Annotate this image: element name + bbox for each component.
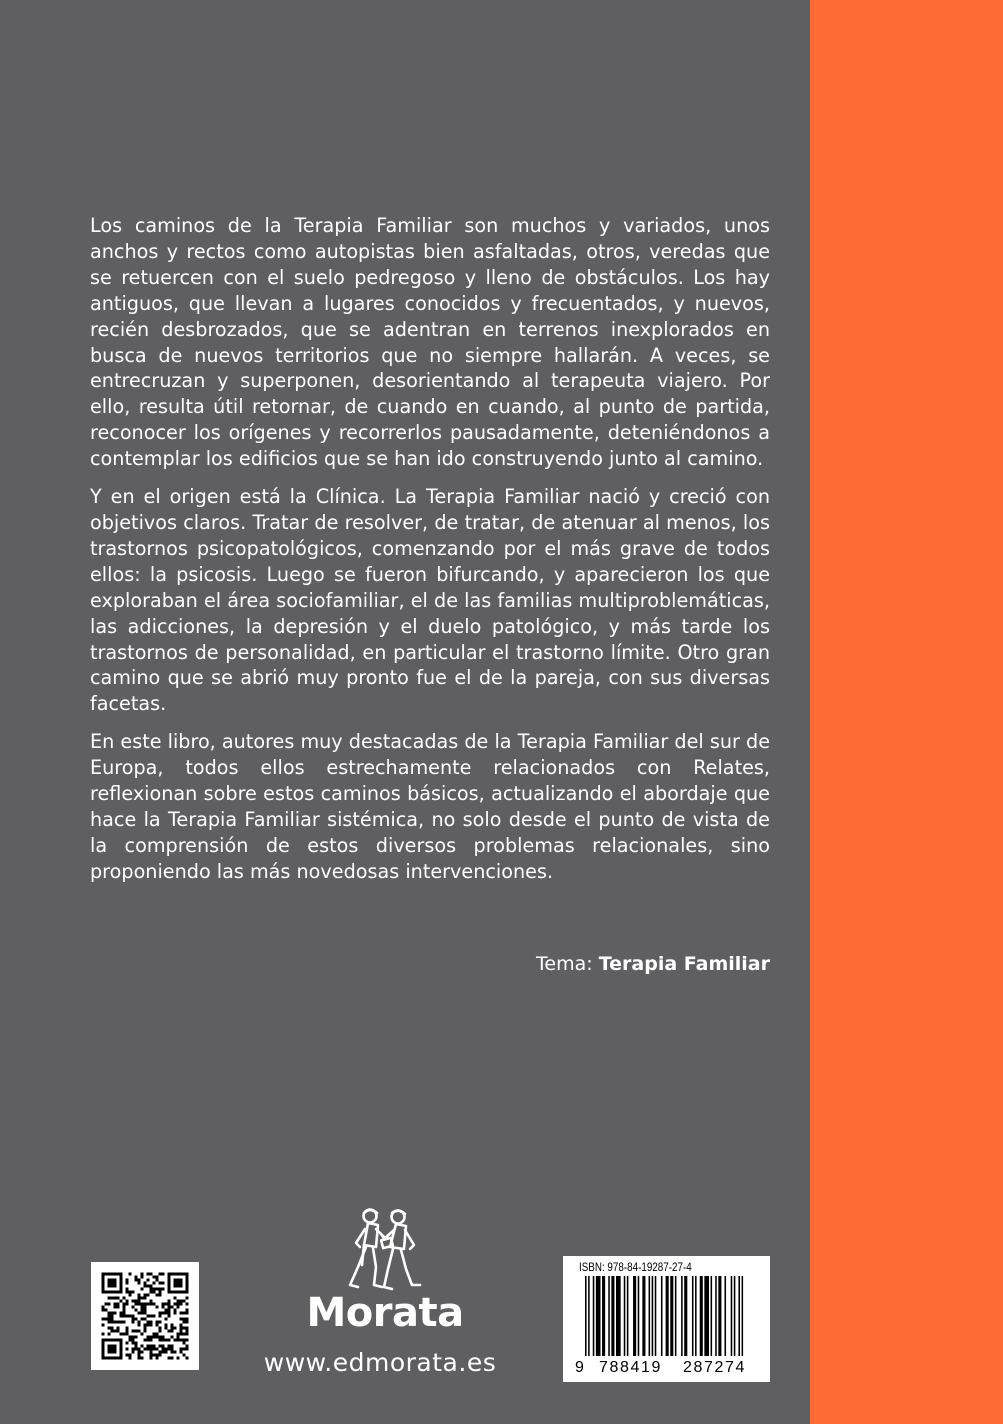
barcode-digits-right: 287274 — [683, 1359, 746, 1376]
isbn-label: ISBN: 978-84-19287-27-4 — [579, 1260, 692, 1274]
blurb-paragraph: Los caminos de la Terapia Familiar son muchos y variados, unos anchos y rectos como autopistas bien asfaltadas, otros, veredas que se retuercen con el suelo pedregoso y lleno de obstáculos. Los hay antiguos, que llevan a lugares conocidos y frecuentados, y nuevos, recién desbrozados, que se adentran en terrenos inexplorados en busca de nuevos territorios que no siempre hallarán. A veces, se entrecruzan y superponen, desorientando al terapeuta viajero. Por ello, resulta útil retornar, de cuando en cuando, al punto de partida, reconocer los orígenes y recorrerlos pausadamente, deteniéndonos a contemplar los edificios que se han ido construyendo junto al camino. — [90, 214, 770, 471]
subject-label: Tema: — [536, 953, 593, 975]
barcode-bars — [563, 1276, 770, 1362]
barcode-digits — [563, 1357, 770, 1379]
subject-line — [536, 951, 770, 977]
publisher-logo — [300, 1205, 470, 1345]
accent-color-band — [810, 0, 1003, 1424]
qr-code-icon — [91, 1262, 199, 1370]
publisher-logo-wordmark: Morata — [306, 1290, 464, 1336]
isbn-barcode — [563, 1256, 770, 1382]
barcode-digit-first: 9 — [575, 1359, 586, 1376]
blurb-paragraph: En este libro, autores muy destacadas de la Terapia Familiar del sur de Europa, todos ellos estrechamente relacionados con Relates, reflexionan sobre estos caminos básicos, actualizando el abordaje que hace la Terapia Familiar sistémica, no solo desde el punto de vista de la comprensión de estos diversos problemas relacionales, sino proponiendo las más novedosas intervenciones. — [90, 730, 770, 883]
blurb-paragraph: Y en el origen está la Clínica. La Terapia Familiar nació y creció con objetivos claros. Tratar de resolver, de tratar, de atenuar al menos, los trastornos psicopatológicos, comenzando por el más grave de todos ellos: la psicosis. Luego se fueron bifurcando, y aparecieron los que exploraban el área sociofamiliar, el de las familias multiproblemáticas, las adicciones, la depresión y el duelo patológico, y más tarde los trastornos de personalidad, en particular el trastorno límite. Otro gran camino que se abrió muy pronto fue el de la pareja, con sus diversas facetas. — [90, 485, 770, 716]
publisher-url: www.edmorata.es — [263, 1348, 497, 1377]
cover-blurb — [90, 213, 770, 897]
two-figures-walking-icon — [340, 1205, 430, 1293]
barcode-digits-left: 788419 — [599, 1359, 662, 1376]
subject-value: Terapia Familiar — [598, 953, 770, 975]
